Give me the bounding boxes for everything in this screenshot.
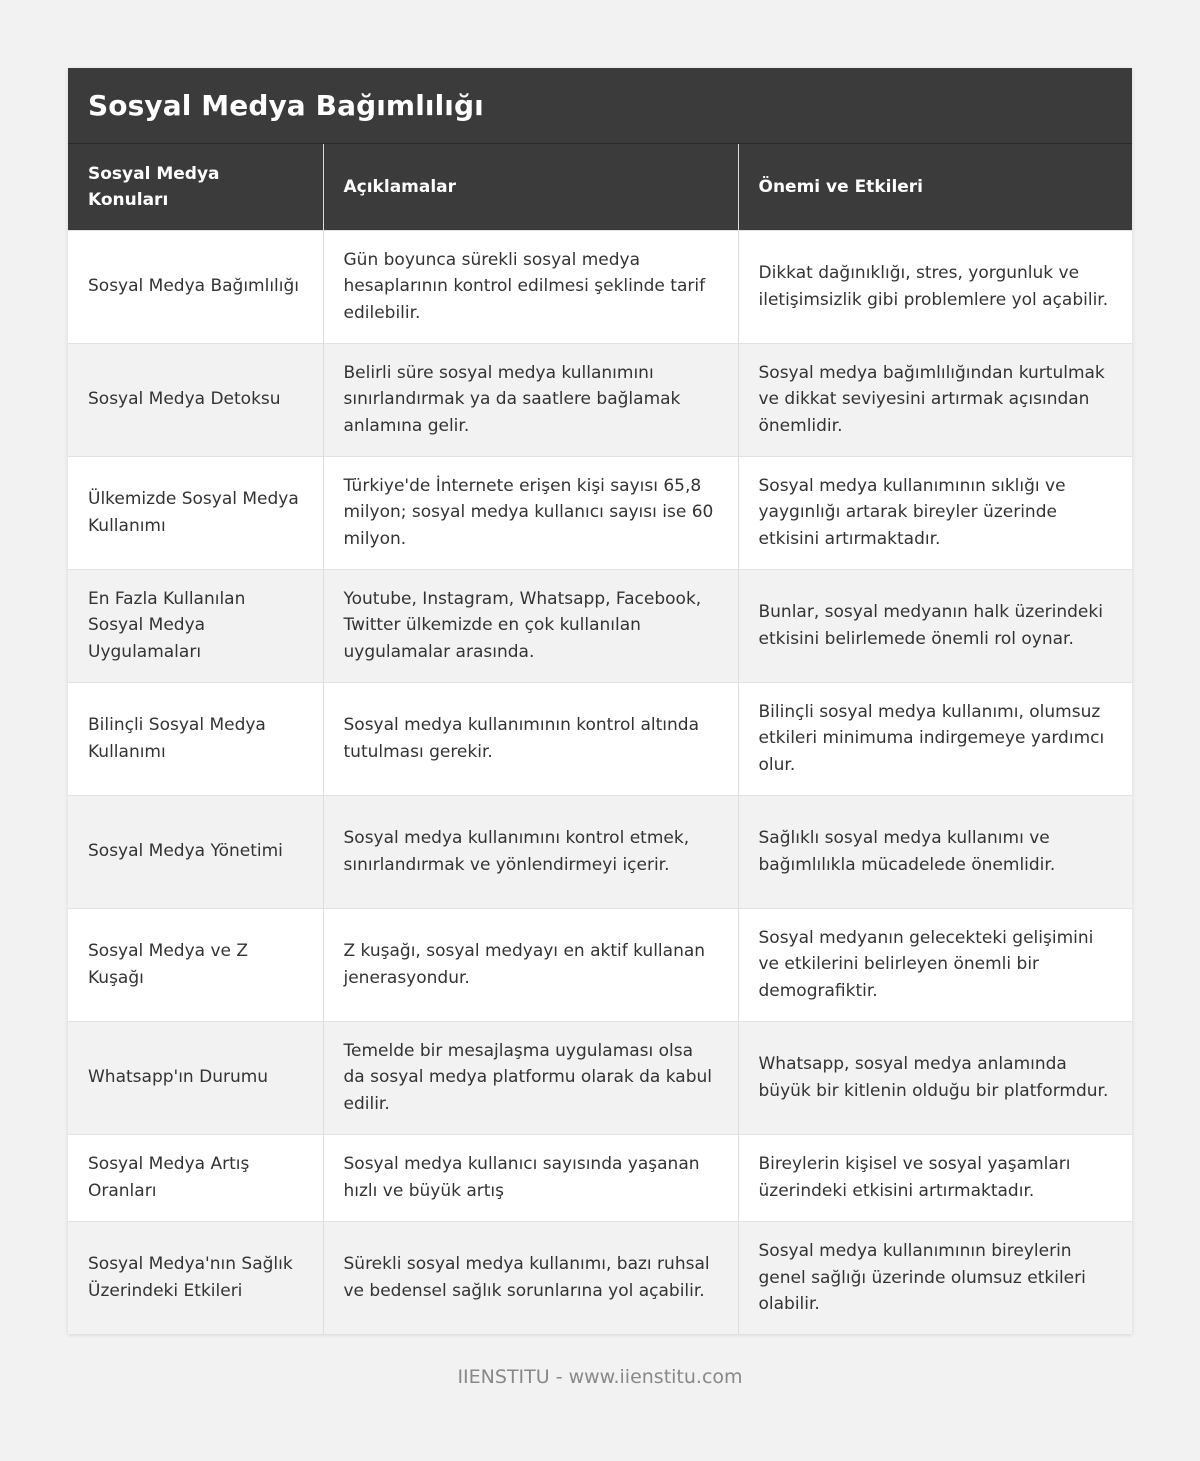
table-cell-importance: Whatsapp, sosyal medya anlamında büyük bir kitlenin olduğu bir platformdur.	[738, 1021, 1132, 1134]
table-cell-topic: Sosyal Medya Bağımlılığı	[68, 230, 323, 343]
table-row	[68, 1134, 1132, 1221]
table-cell-importance: Sosyal medya bağımlılığından kurtulmak ve dikkat seviyesini artırmak açısından önemlidir.	[738, 343, 1132, 456]
table-cell-importance: Bilinçli sosyal medya kullanımı, olumsuz etkileri minimuma indirgemeye yardımcı olur.	[738, 682, 1132, 795]
column-header-importance: Önemi ve Etkileri	[738, 144, 1132, 230]
table-cell-description: Z kuşağı, sosyal medyayı en aktif kullanan jenerasyondur.	[323, 908, 738, 1021]
table-cell-topic: Sosyal Medya ve Z Kuşağı	[68, 908, 323, 1021]
table-cell-description: Belirli süre sosyal medya kullanımını sınırlandırmak ya da saatlere bağlamak anlamına gelir.	[323, 343, 738, 456]
table-header	[68, 144, 1132, 230]
table-cell-topic: Sosyal Medya Detoksu	[68, 343, 323, 456]
table-cell-description: Youtube, Instagram, Whatsapp, Facebook, Twitter ülkemizde en çok kullanılan uygulamalar arasında.	[323, 569, 738, 682]
table-cell-topic: Ülkemizde Sosyal Medya Kullanımı	[68, 456, 323, 569]
table-cell-description: Gün boyunca sürekli sosyal medya hesaplarının kontrol edilmesi şeklinde tarif edilebilir.	[323, 230, 738, 343]
table-cell-importance: Bunlar, sosyal medyanın halk üzerindeki etkisini belirlemede önemli rol oynar.	[738, 569, 1132, 682]
table-row	[68, 569, 1132, 682]
table-cell-description: Sosyal medya kullanımının kontrol altında tutulması gerekir.	[323, 682, 738, 795]
table-cell-topic: Whatsapp'ın Durumu	[68, 1021, 323, 1134]
table-row	[68, 908, 1132, 1021]
table-row	[68, 682, 1132, 795]
table-cell-topic: Sosyal Medya'nın Sağlık Üzerindeki Etkileri	[68, 1221, 323, 1334]
table-cell-importance: Bireylerin kişisel ve sosyal yaşamları üzerindeki etkisini artırmaktadır.	[738, 1134, 1132, 1221]
table-cell-importance: Sosyal medya kullanımının sıklığı ve yaygınlığı artarak bireyler üzerinde etkisini artırmaktadır.	[738, 456, 1132, 569]
table-cell-topic: Sosyal Medya Artış Oranları	[68, 1134, 323, 1221]
table-row	[68, 230, 1132, 343]
table-cell-importance: Sosyal medya kullanımının bireylerin genel sağlığı üzerinde olumsuz etkileri olabilir.	[738, 1221, 1132, 1334]
title-bar	[68, 68, 1132, 144]
table-row	[68, 343, 1132, 456]
table-row	[68, 1221, 1132, 1334]
table-body	[68, 230, 1132, 1334]
table-row	[68, 1021, 1132, 1134]
table-cell-topic: En Fazla Kullanılan Sosyal Medya Uygulamaları	[68, 569, 323, 682]
table-cell-topic: Bilinçli Sosyal Medya Kullanımı	[68, 682, 323, 795]
table-cell-importance: Sağlıklı sosyal medya kullanımı ve bağımlılıkla mücadelede önemlidir.	[738, 795, 1132, 908]
table-cell-description: Sürekli sosyal medya kullanımı, bazı ruhsal ve bedensel sağlık sorunlarına yol açabilir.	[323, 1221, 738, 1334]
table-cell-description: Temelde bir mesajlaşma uygulaması olsa da sosyal medya platformu olarak da kabul edilir.	[323, 1021, 738, 1134]
data-table	[68, 144, 1132, 1334]
table-cell-importance: Dikkat dağınıklığı, stres, yorgunluk ve iletişimsizlik gibi problemlere yol açabilir.	[738, 230, 1132, 343]
column-header-topics: Sosyal Medya Konuları	[68, 144, 323, 230]
footer-credit: IIENSTITU - www.iienstitu.com	[457, 1366, 743, 1388]
table-cell-importance: Sosyal medyanın gelecekteki gelişimini ve etkilerini belirleyen önemli bir demografiktir.	[738, 908, 1132, 1021]
table-row	[68, 456, 1132, 569]
table-row	[68, 795, 1132, 908]
column-header-descriptions: Açıklamalar	[323, 144, 738, 230]
header-row	[68, 144, 1132, 230]
table-cell-topic: Sosyal Medya Yönetimi	[68, 795, 323, 908]
table-card	[68, 68, 1132, 1334]
table-cell-description: Sosyal medya kullanıcı sayısında yaşanan hızlı ve büyük artış	[323, 1134, 738, 1221]
table-cell-description: Türkiye'de İnternete erişen kişi sayısı 65,8 milyon; sosyal medya kullanıcı sayısı ise 60 milyon.	[323, 456, 738, 569]
table-title: Sosyal Medya Bağımlılığı	[88, 89, 484, 122]
table-cell-description: Sosyal medya kullanımını kontrol etmek, sınırlandırmak ve yönlendirmeyi içerir.	[323, 795, 738, 908]
